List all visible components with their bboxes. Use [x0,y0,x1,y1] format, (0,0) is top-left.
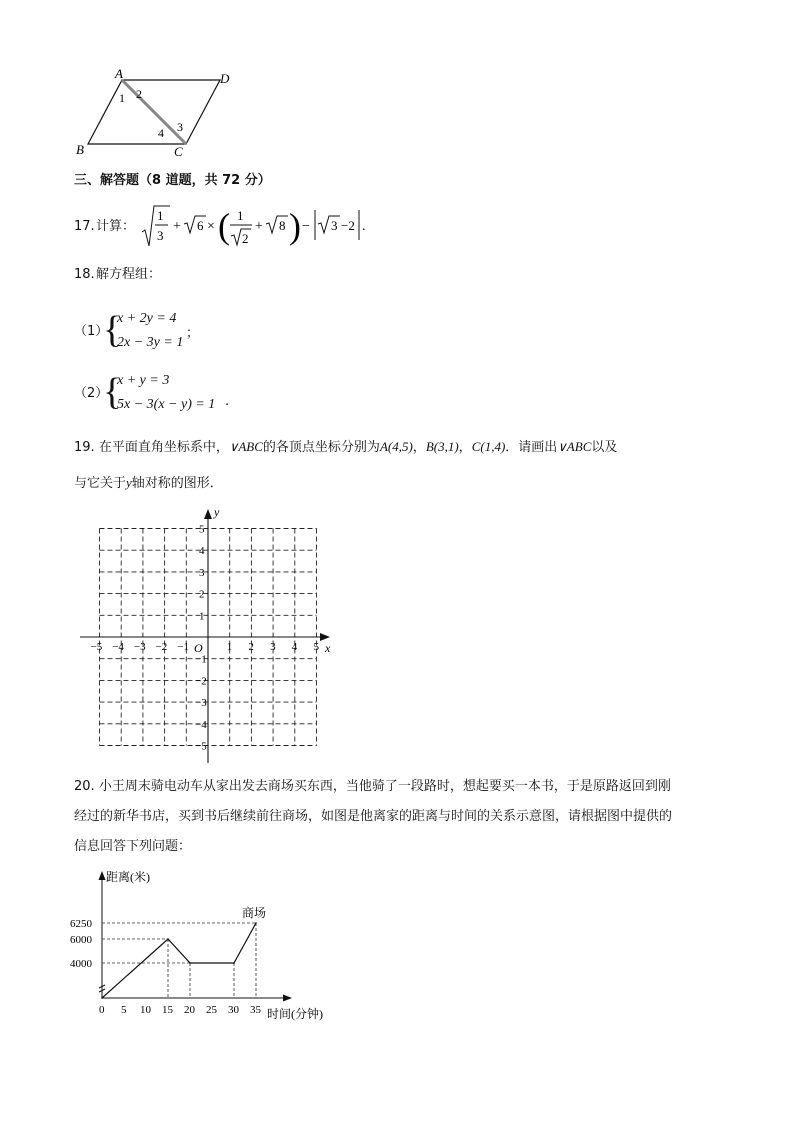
chart-x-tick: 25 [206,1004,217,1016]
q20-line1 [74,778,671,796]
distance-time-chart [70,866,350,1026]
q19-y-var: y [126,475,132,490]
q17-plus2: + [255,219,263,234]
chart-annotation: 商场 [242,906,267,920]
label-c: C [174,144,183,159]
q18-part1-eq1: x + 2y = 4 [117,311,177,326]
q19-line1 [74,438,617,457]
x-tick-label: 4 [291,641,298,653]
q19-line2 [74,474,223,493]
q18-part2-end: . [225,394,230,409]
q20-number: 20. [74,779,95,794]
q18-part2-brace: { [103,371,122,413]
chart-point [255,922,257,924]
q17-f2-den: 2 [242,231,249,246]
q19-text-c: ．请画出 [505,440,558,455]
y-axis-label: y [214,505,220,519]
x-tick-label: 1 [226,641,233,653]
angle-1: 1 [119,91,125,105]
angle-3: 3 [177,120,183,134]
q18-part2-eq1: x + y = 3 [117,373,170,388]
q19-text-b: 的各顶点坐标分别为 [262,440,380,455]
q19-number: 19. [74,440,95,455]
q19-triangle: ∨ABC [228,439,263,454]
angle-2: 2 [136,87,142,101]
q19-text-d: 以及 [591,440,618,455]
q20-line3: 信息回答下列问题： [74,839,192,854]
chart-y-tick: 6000 [70,934,92,946]
chart-y-tick: 4000 [70,958,92,970]
chart-x-arrow [283,995,292,1002]
q17-sqrt8: 8 [279,218,286,233]
q19-text-f: 轴对称的图形． [131,476,223,491]
chart-x-tick: 10 [140,1004,151,1016]
q17-plus1: + [173,219,181,234]
chart-x-tick: 0 [99,1004,105,1016]
x-tick-label: 2 [248,641,254,653]
q19-point-a: A(4,5) [379,439,413,454]
diagonal-ac [122,80,186,144]
coordinate-grid [78,505,340,765]
chart-x-tick: 35 [250,1004,261,1016]
x-tick-label: 5 [313,641,319,653]
chart-y-arrow [99,871,106,880]
chart-y-tick: 6250 [70,918,92,930]
q17-number: 17. [74,219,95,234]
q17-end: . [362,219,366,234]
x-axis-arrow [320,633,330,641]
x-tick-label: −2 [155,641,168,653]
q18-text: 解方程组： [96,267,162,282]
y-axis-arrow [204,509,212,519]
x-tick-label: −3 [133,641,146,653]
chart-x-tick: 20 [184,1004,195,1016]
y-tick-label: 1 [199,610,205,623]
y-tick-label: 2 [199,588,205,601]
label-b: B [76,142,84,157]
label-d: D [220,71,230,86]
q19-sep2: ， [458,440,472,455]
x-tick-label: 3 [270,641,276,653]
chart-x-tick: 15 [162,1004,173,1016]
q19-text-a: 在平面直角坐标系中， [98,440,229,455]
chart-x-tick: 30 [228,1004,239,1016]
q18-part1-eq2: 2x − 3y = 1 [117,335,184,350]
svg-text:(: ( [218,206,230,246]
q18-number: 18. [74,267,95,282]
y-tick-label: −4 [195,718,207,731]
q20-line2: 经过的新华书店，买到书后继续前往商场，如图是他离家的距离与时间的关系示意图，请根据图中提供的 [74,809,673,824]
chart-point [189,962,191,964]
q17-sqrt3: 3 [331,218,338,233]
chart-series-line [102,923,256,998]
q18-part1-end: ； [186,326,200,341]
chart-point [167,938,169,940]
chart-x-tick: 5 [121,1004,127,1016]
q20-text-1: 小王周末骑电动车从家出发去商场买东西，当他骑了一段路时，想起要买一本书，于是原路返回到刚 [98,779,671,794]
chart-y-label: 距离(米) [106,870,150,884]
y-tick-label: −5 [195,740,207,753]
origin-label: O [194,641,203,655]
q18-part1-label: （1） [74,324,109,339]
parallelogram-figure [70,66,240,160]
q19-point-b: B(3,1) [425,439,459,454]
q19-text-e: 与它关于 [74,476,127,491]
section-title: 三、解答题（8 道题，共 72 分） [74,173,271,188]
y-tick-label: −1 [195,653,207,666]
q19-sep1: ， [412,440,426,455]
question-17 [74,202,414,252]
x-tick-label: −1 [177,641,190,653]
q19-triangle-2: ∨ABC [557,439,592,454]
q18-part1-brace: { [103,309,122,351]
q19-point-c: C(1,4) [471,439,506,454]
y-tick-label: 5 [199,523,205,536]
x-tick-label: −4 [112,641,124,653]
chart-point [233,962,235,964]
q18-part2-label: （2） [74,386,109,401]
q17-prefix: 计算： [96,219,136,234]
y-tick-label: 3 [199,566,205,579]
q17-minus: − [302,219,310,234]
q17-sqrt6: 6 [197,218,204,233]
y-tick-label: 4 [199,545,205,558]
chart-x-label: 时间(分钟) [267,1007,323,1021]
angle-4: 4 [158,126,164,140]
q17-minus2: −2 [341,218,355,233]
q18-part2-eq2: 5x − 3(x − y) = 1 [117,397,216,412]
y-tick-label: −2 [195,675,207,688]
q17-f1-num: 1 [157,208,164,223]
x-axis-label: x [325,641,331,655]
y-tick-label: −3 [195,697,207,710]
q17-f2-num: 1 [237,208,244,223]
label-a: A [115,66,123,81]
q17-f1-den: 3 [157,228,164,243]
q17-times: × [207,219,215,234]
q17-expression [140,202,420,252]
chart-point [101,997,103,999]
svg-text:): ) [289,206,301,246]
x-tick-label: −5 [90,641,103,653]
